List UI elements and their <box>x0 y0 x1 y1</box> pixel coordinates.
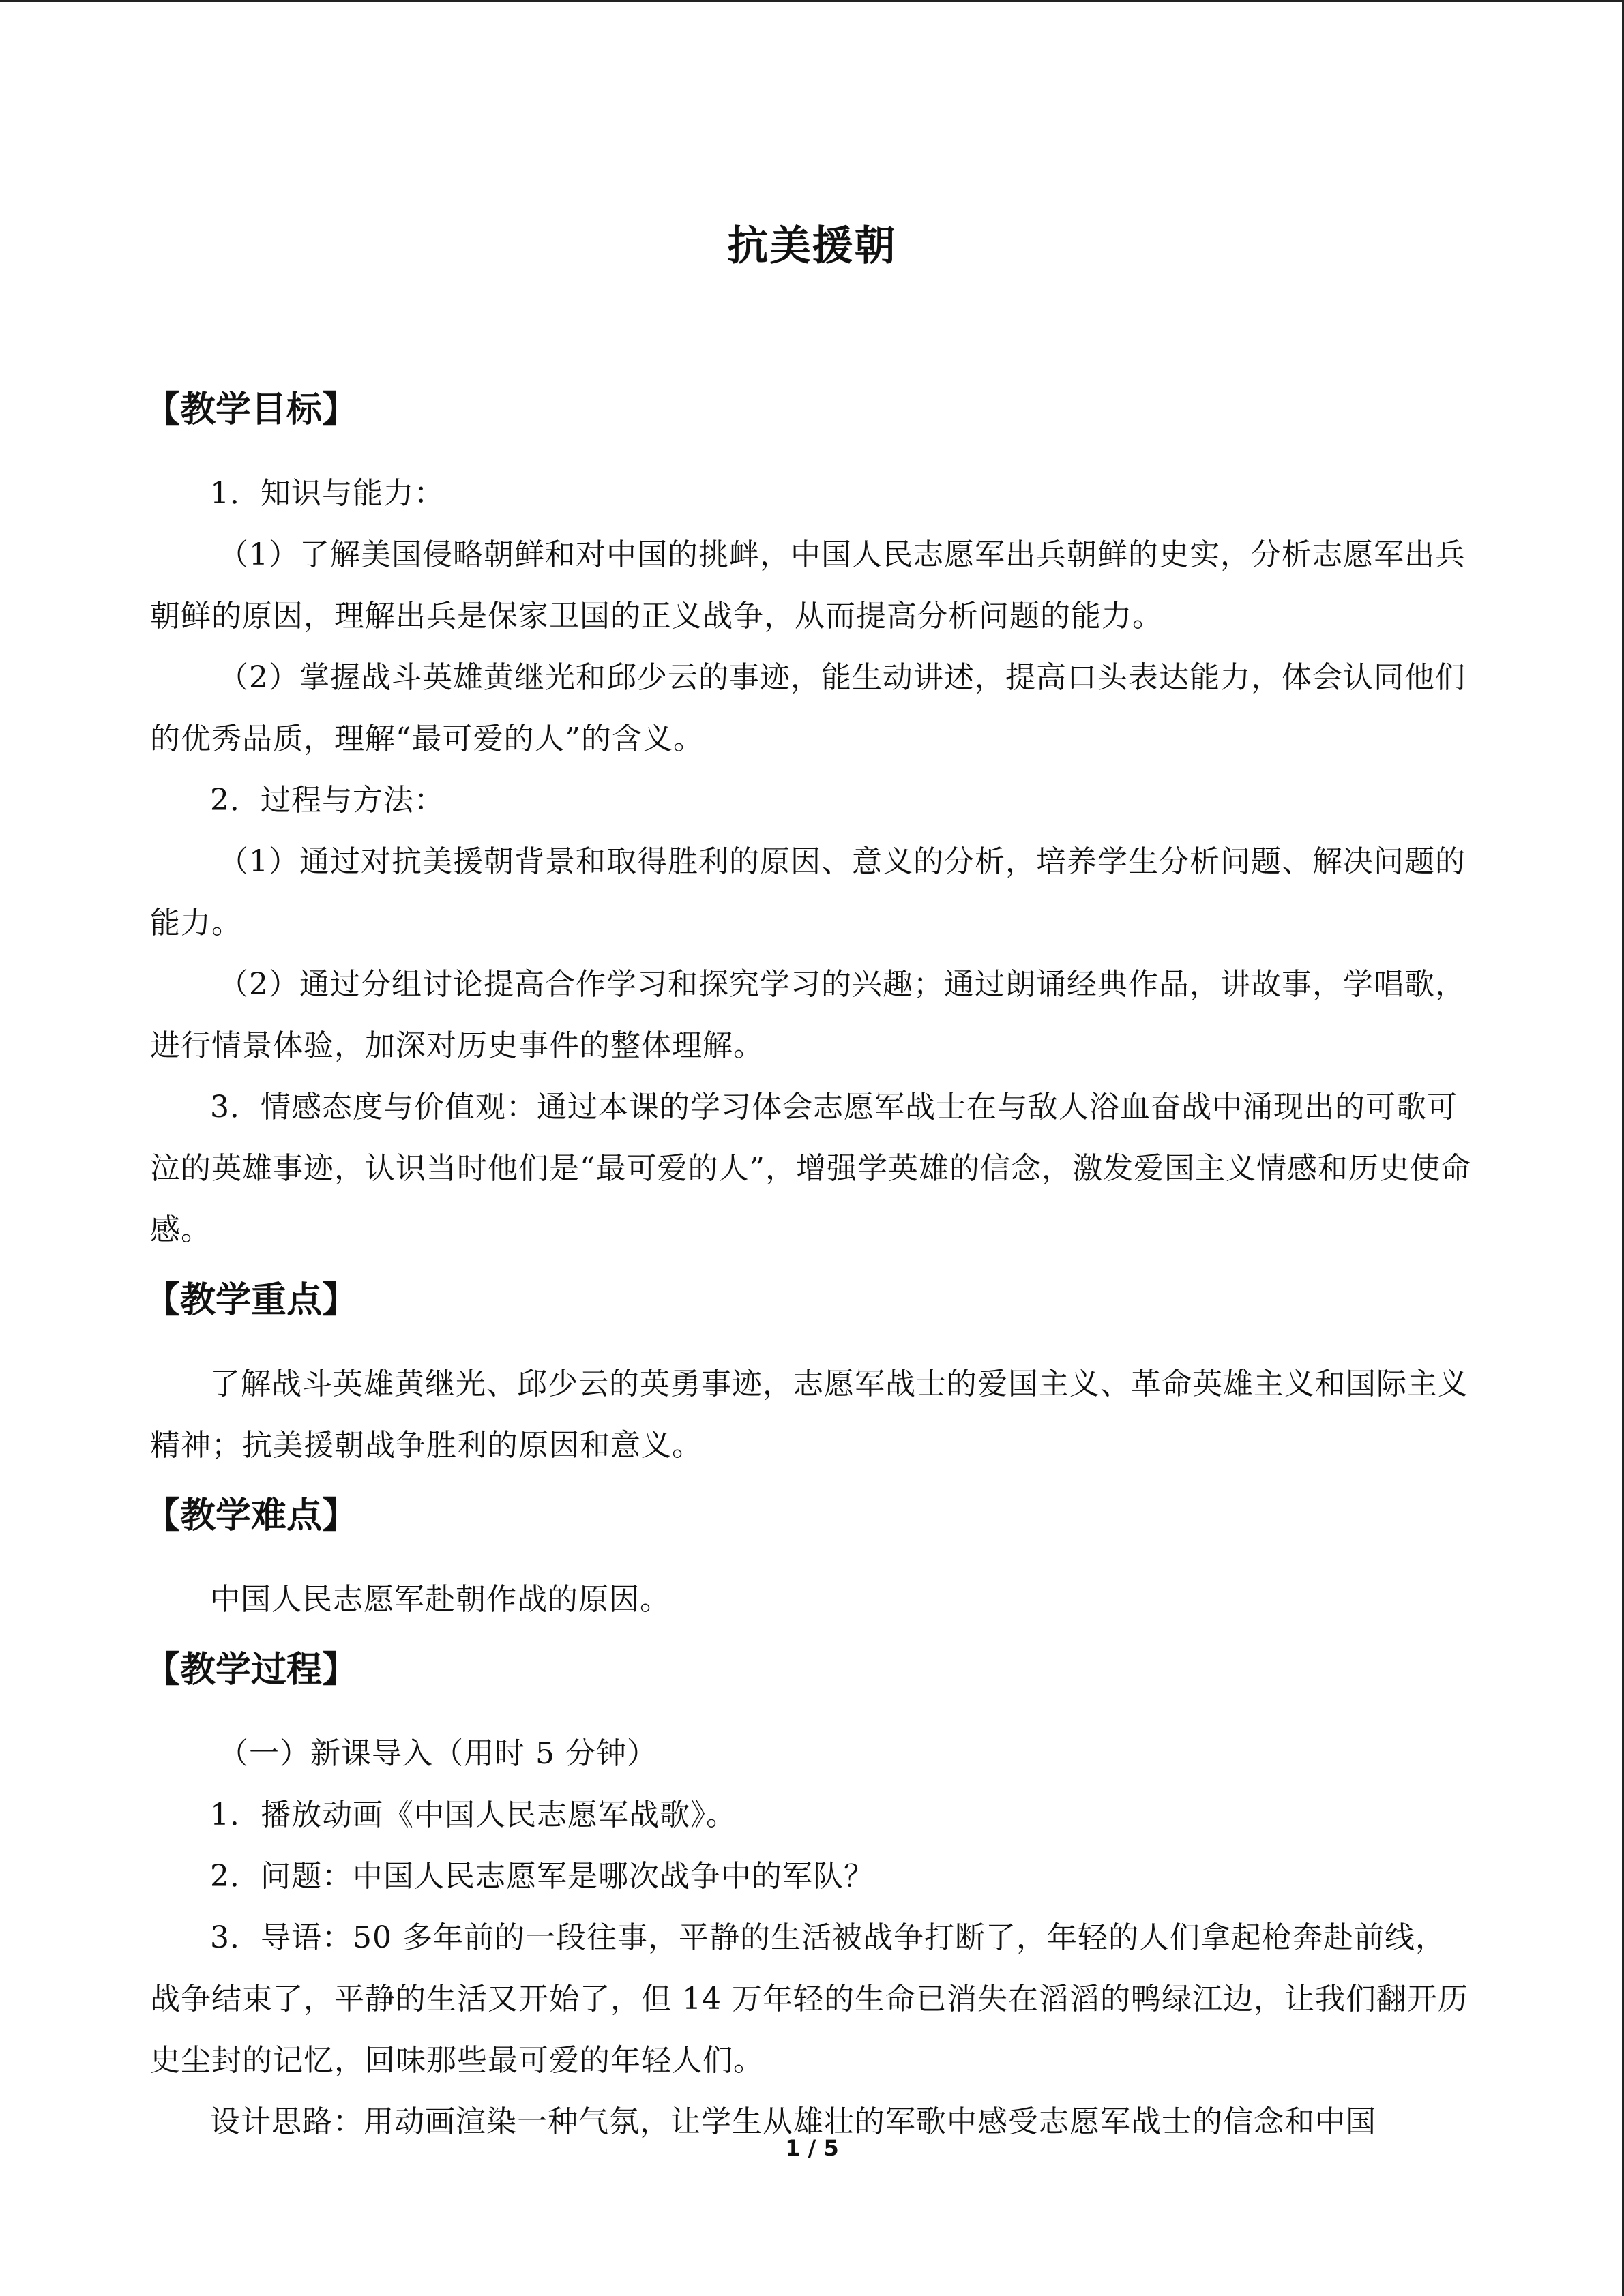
objective-item: 2．过程与方法： <box>210 783 445 818</box>
process-item: 设计思路：用动画渲染一种气氛，让学生从雄壮的军歌中感受志愿军战士的信念和中国 <box>210 2104 1376 2139</box>
document-body <box>145 370 1473 2153</box>
process-item: 3．导语：50 多年前的一段往事，平静的生活被战争打断了，年轻的人们拿起枪奔赴前线，战争结束了，平静的生活又开始了，但 14 万年轻的生命已消失在滔滔的鸭绿江边，让我们翻开历史尘封的记忆，回味那些最可爱的年轻人们。 <box>150 1920 1468 2078</box>
section-heading-objectives: 【教学目标】 <box>145 389 358 430</box>
process-item: 2．问题：中国人民志愿军是哪次战争中的军队？ <box>210 1859 874 1894</box>
difficulties-text: 中国人民志愿军赴朝作战的原因。 <box>210 1582 670 1617</box>
objective-item: （1）通过对抗美援朝背景和取得胜利的原因、意义的分析，培养学生分析问题、解决问题的能力。 <box>150 844 1466 940</box>
objective-item: 1．知识与能力： <box>210 476 445 511</box>
section-heading-difficulties: 【教学难点】 <box>145 1495 358 1536</box>
page-number: 1 / 5 <box>785 2135 839 2161</box>
objective-item: （2）通过分组讨论提高合作学习和探究学习的兴趣；通过朗诵经典作品，讲故事，学唱歌，进行情景体验，加深对历史事件的整体理解。 <box>150 967 1466 1063</box>
page-title: 抗美援朝 <box>727 222 897 270</box>
section-heading-key-points: 【教学重点】 <box>145 1280 358 1321</box>
key-points-text: 了解战斗英雄黄继光、邱少云的英勇事迹，志愿军战士的爱国主义、革命英雄主义和国际主义精神；抗美援朝战争胜利的原因和意义。 <box>150 1367 1468 1463</box>
objective-item: 3．情感态度与价值观：通过本课的学习体会志愿军战士在与敌人浴血奋战中涌现出的可歌可泣的英雄事迹，认识当时他们是“最可爱的人”，增强学英雄的信念，激发爱国主义情感和历史使命感。 <box>150 1090 1471 1247</box>
objective-item: （1）了解美国侵略朝鲜和对中国的挑衅，中国人民志愿军出兵朝鲜的史实，分析志愿军出兵朝鲜的原因，理解出兵是保家卫国的正义战争，从而提高分析问题的能力。 <box>150 537 1466 633</box>
section-heading-process: 【教学过程】 <box>145 1650 358 1690</box>
objective-item: （2）掌握战斗英雄黄继光和邱少云的事迹，能生动讲述，提高口头表达能力，体会认同他们的优秀品质，理解“最可爱的人”的含义。 <box>150 660 1466 756</box>
process-item: （一）新课导入（用时 5 分钟） <box>218 1736 658 1771</box>
process-item: 1．播放动画《中国人民志愿军战歌》。 <box>210 1798 737 1832</box>
